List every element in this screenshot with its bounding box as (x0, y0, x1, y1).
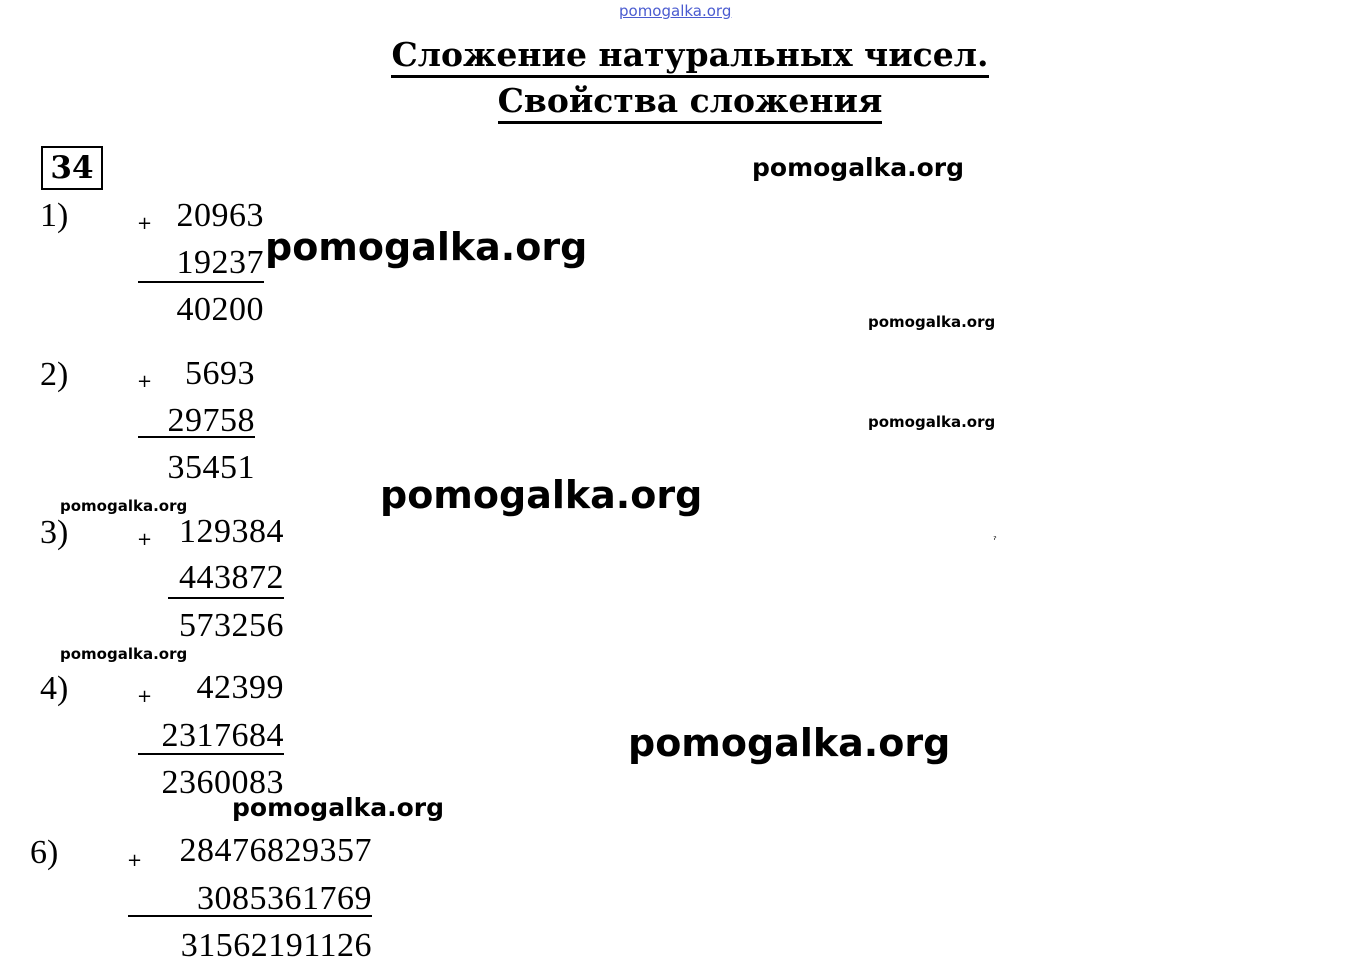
stray-mark: ˀ (993, 535, 997, 546)
problem-2-addend-b: 29758 (167, 402, 255, 439)
watermark: pomogalka.org (232, 793, 445, 822)
problem-3-plus-sign: + (137, 529, 153, 550)
watermark: pomogalka.org (628, 721, 951, 765)
watermark: pomogalka.org (752, 153, 965, 182)
problem-1-plus-sign: + (137, 213, 153, 234)
page-subtitle (0, 81, 1352, 120)
watermark: pomogalka.org (868, 313, 996, 331)
problem-2-plus-sign: + (137, 371, 153, 392)
problem-6-addend-b: 3085361769 (197, 880, 372, 917)
problem-1-addend-b: 19237 (176, 244, 264, 281)
problem-3-result: 573256 (179, 607, 284, 644)
problem-2-sum-line (138, 436, 255, 438)
problem-4-plus-sign: + (137, 686, 153, 707)
problem-3-addend-b: 443872 (179, 559, 284, 596)
page-title (0, 35, 1352, 74)
watermark: pomogalka.org (380, 473, 703, 517)
problem-3-sum-line (168, 597, 284, 599)
title-line-2: Свойства сложения (498, 81, 883, 124)
watermark: pomogalka.org (60, 645, 188, 663)
problem-4-addend-b: 2317684 (161, 717, 284, 754)
task-number-box: 34 (41, 146, 103, 190)
problem-6-sum-line (128, 915, 372, 917)
problem-1-label: 1) (40, 197, 69, 234)
problem-6-label: 6) (30, 834, 59, 871)
problem-4-addend-a: 42399 (196, 669, 284, 706)
problem-6-addend-a: 28476829357 (179, 832, 372, 869)
watermark: pomogalka.org (868, 413, 996, 431)
problem-4-label: 4) (40, 670, 69, 707)
problem-2-label: 2) (40, 356, 69, 393)
problem-3-addend-a: 129384 (179, 513, 284, 550)
problem-3-label: 3) (40, 514, 69, 551)
watermark: pomogalka.org (265, 225, 588, 269)
watermark-top[interactable]: pomogalka.org (619, 2, 732, 20)
problem-6-plus-sign: + (127, 850, 143, 871)
problem-2-result: 35451 (167, 449, 255, 486)
problem-2-addend-a: 5693 (185, 355, 255, 392)
title-line-1: Сложение натуральных чисел. (391, 35, 988, 78)
problem-1-sum-line (138, 281, 264, 283)
problem-4-result: 2360083 (161, 764, 284, 801)
problem-1-result: 40200 (176, 291, 264, 328)
problem-1-addend-a: 20963 (176, 197, 264, 234)
problem-6-result: 31562191126 (180, 927, 372, 964)
watermark: pomogalka.org (60, 497, 188, 515)
problem-4-sum-line (138, 753, 284, 755)
